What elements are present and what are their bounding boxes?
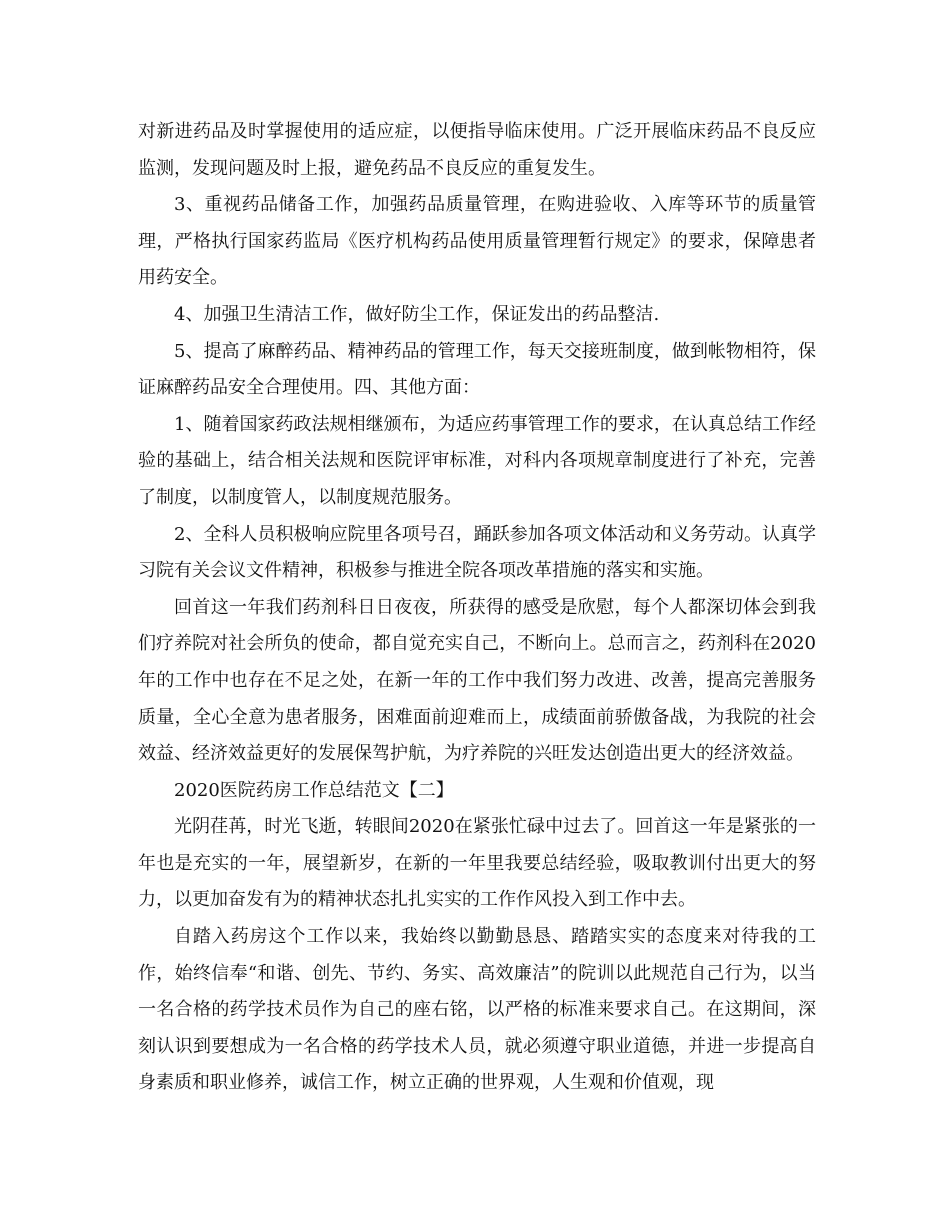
paragraph-9: 自踏入药房这个工作以来，我始终以勤勤恳恳、踏踏实实的态度来对待我的工作，始终信奉“和谐、创先、节约、务实、高效廉洁”的院训以此规范自己行为，以当一名合格的药学技术员作为自己的座右铭，以严格的标准来要求自己。在这期间，深刻认识到要想成为一名合格的药学技术人员，就必须遵守职业道德，并进一步提高自身素质和职业修养，诚信工作，树立正确的世界观，人生观和价值观，现 (138, 926, 816, 1094)
document-page (138, 114, 816, 1102)
paragraph-4: 5、提高了麻醉药品、精神药品的管理工作，每天交接班制度，做到帐物相符，保证麻醉药品安全合理使用。四、其他方面： (138, 340, 816, 399)
section-heading: 2020医院药房工作总结范文【二】 (174, 779, 454, 801)
paragraph-2: 3、重视药品储备工作，加强药品质量管理，在购进验收、入库等环节的质量管理，严格执行国家药监局《医疗机构药品使用质量管理暂行规定》的要求，保障患者用药安全。 (138, 194, 816, 289)
paragraph-1: 对新进药品及时掌握使用的适应症，以便指导临床使用。广泛开展临床药品不良反应监测，发现问题及时上报，避免药品不良反应的重复发生。 (138, 121, 816, 179)
paragraph-3: 4、加强卫生清洁工作，做好防尘工作，保证发出的药品整洁. (174, 303, 660, 325)
paragraph-6: 2、全科人员积极响应院里各项号召，踊跃参加各项文体活动和义务劳动。认真学习院有关会议文件精神，积极参与推进全院各项改革措施的落实和实施。 (138, 523, 816, 582)
paragraph-8: 光阴荏苒，时光飞逝，转眼间2020在紧张忙碌中过去了。回首这一年是紧张的一年也是充实的一年，展望新岁，在新的一年里我要总结经验，吸取教训付出更大的努力，以更加奋发有为的精神状态扎扎实实的工作作风投入到工作中去。 (138, 816, 816, 911)
paragraph-7: 回首这一年我们药剂科日日夜夜，所获得的感受是欣慰，每个人都深切体会到我们疗养院对社会所负的使命，都自觉充实自己，不断向上。总而言之，药剂科在2020年的工作中也存在不足之处，在新一年的工作中我们努力改进、改善，提高完善服务质量，全心全意为患者服务，困难面前迎难而上，成绩面前骄傲备战，为我院的社会效益、经济效益更好的发展保驾护航，为疗养院的兴旺发达创造出更大的经济效益。 (138, 596, 816, 765)
paragraph-5: 1、随着国家药政法规相继颁布，为适应药事管理工作的要求，在认真总结工作经验的基础上，结合相关法规和医院评审标准，对科内各项规章制度进行了补充，完善了制度，以制度管人，以制度规范服务。 (138, 413, 816, 508)
